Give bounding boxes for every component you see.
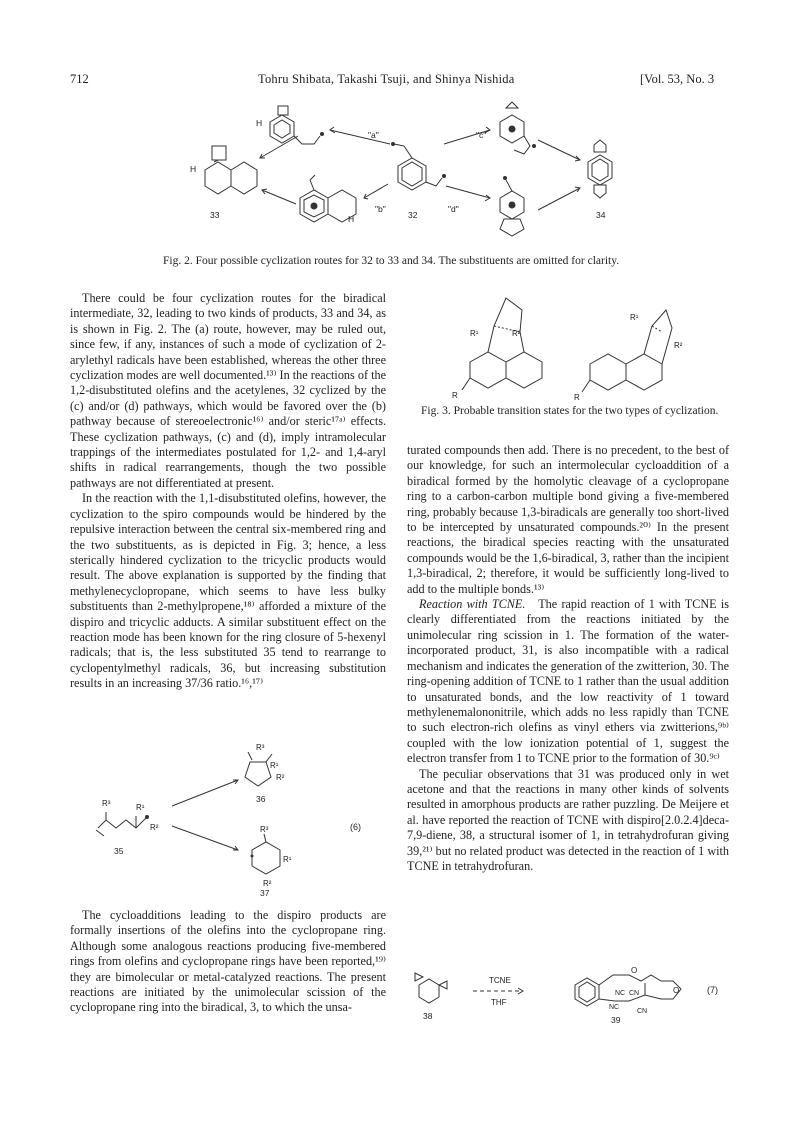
section-heading-tcne: Reaction with TCNE. [419, 597, 526, 612]
figure-2-scheme [150, 100, 650, 230]
compound-36-structure [245, 752, 272, 786]
intermediate-c-structure [500, 102, 536, 154]
compound-35-structure [96, 812, 149, 836]
r3-label-37: R³ [260, 825, 269, 834]
label-32: 32 [408, 210, 418, 220]
label-39: 39 [611, 1015, 621, 1025]
figure-3-caption: Fig. 3. Probable transition states for the two types of cyclization. [421, 405, 719, 417]
paragraph-disubstituted-olefins: In the reaction with the 1,1-disubstituted olefins, however, the cyclization to the spiro compounds would be hindered by the repulsive interaction between the central six-membered ring and the two substituents, as is depicted in Fig. 3; hence, a less sterically hindered cyclization to the tricyclic products would result. The above explanation is supported by the finding that methylenecyclopropane, which seems to have less bulky substituents than 2-methylpropene,¹⁸⁾ afforded a mixture of the dispiro and tricyclic adducts. A similar substituent effect on the reaction mode has been known for the ring closure of 5-hexenyl radicals; that is, the less substituted 35 tend to rearrange to cyclopentylmethyl radicals, 36, but increasing substitution results in an increasing 37/36 ratio.¹⁶,¹⁷⁾ [70, 491, 386, 691]
transition-state-1 [462, 298, 542, 390]
h-label-33: H [190, 164, 197, 174]
paragraph-cycloadditions: The cycloadditions leading to the dispiro products are formally insertions of the olefins into the cyclopropane ring. Although some analogous reactions producing five-membered rings from olefins and cyclopropane rings have been reported,¹⁹⁾ they are bimolecular or metal-catalyzed reactions. The present reactions are initiated by the unimolecular scission of the cyclopropane ring into the biradical, 3, to which the unsa- [70, 908, 386, 1015]
compound-33-structure [205, 146, 257, 194]
paragraph-intermolecular-cycloaddition: turated compounds then add. There is no precedent, to the best of our knowledge, for such an intermolecular cycloaddition of a biradical formed by the homolytic cleavage of a cyclopropane ring to a carbon-carbon multiple bond giving a five-membered ring, probably because 1,3-biradicals are generally too short-lived to be intercepted by unsaturated compounds.²⁰⁾ In the present reactions, the biradical species reacting with the unsaturated compounds would be the 1,6-biradical, 3, rather than the incipient 1,3-biradical, 2; therefore, it would be sufficiently long-lived to add to the multiple bonds.¹³⁾ [407, 443, 729, 596]
intermediate-a-structure [270, 106, 324, 144]
r1-label-36: R¹ [270, 761, 279, 770]
running-authors: Tohru Shibata, Takashi Tsuji, and Shinya Nishida [258, 72, 515, 86]
figure-2-caption: Fig. 2. Four possible cyclization routes for 32 to 33 and 34. The substituents are omitted for clarity. [163, 255, 620, 267]
h-label-a: H [256, 118, 263, 128]
oxygen-label-2: O [673, 986, 680, 995]
oxygen-label-1: O [631, 966, 638, 975]
label-37: 37 [260, 888, 270, 898]
right-column-text [407, 443, 729, 874]
route-a-label: "a" [368, 130, 379, 140]
label-38: 38 [423, 1011, 433, 1021]
r1-label-37: R¹ [283, 855, 292, 864]
compound-39-structure [575, 975, 681, 1006]
label-35: 35 [114, 846, 124, 856]
equation-7-number: (7) [707, 985, 718, 995]
solvent-thf: THF [491, 998, 507, 1007]
transition-state-2 [582, 310, 672, 392]
r3-label-35: R³ [102, 799, 111, 808]
paragraph-cyclization-routes: There could be four cyclization routes for the biradical intermediate, 32, leading to two kinds of products, 33 and 34, as is shown in Fig. 2. The (a) route, however, may be ruled out, since few, if any, instances of such a mode of cyclization of 2-arylethyl radicals have been established, whereas the other three cyclization modes are well documented.¹³⁾ In the reactions of the 1,2-disubstituted olefins and the acetylenes, 32 cyclized by the (c) and/or (d) pathways, which would be favored over the (b) pathway because of stereoelectronic¹⁶⁾ and/or steric¹⁷ᵃ⁾ effects. These cyclization pathways, (c) and (d), imply intramolecular trappings of the intermediates postulated for 1,2- and 1,4-aryl shifts in radical rearrangements, though the two possible pathways are not differentiated at present. [70, 291, 386, 490]
r1-label-ts1: R¹ [470, 329, 479, 338]
h-label-b: H [348, 214, 355, 224]
scheme-7 [415, 955, 735, 1025]
route-c-label: "c" [476, 130, 487, 140]
compound-32-structure [392, 143, 446, 191]
cn-label-2: CN [637, 1008, 648, 1015]
route-b-label: "b" [375, 204, 386, 214]
intermediate-d-structure [500, 177, 524, 237]
figure-3-structures [440, 292, 720, 402]
nc-label-2: NC [609, 1004, 620, 1011]
r2-label-ts1: R² [512, 329, 521, 338]
compound-37-structure [252, 834, 280, 874]
route-d-label: "d" [448, 204, 459, 214]
scheme-6 [80, 740, 380, 900]
r2-label-35: R² [150, 823, 159, 832]
label-36: 36 [256, 794, 266, 804]
r2-label-37: R² [263, 879, 272, 888]
r3-label-36: R³ [256, 743, 265, 752]
r2-label-ts2: R² [674, 341, 683, 350]
r1-label-ts2: R¹ [630, 313, 639, 322]
left-column-top [70, 291, 386, 692]
cn-label-1: CN [629, 990, 640, 997]
r1-label-35: R¹ [136, 803, 145, 812]
page-number: 712 [70, 72, 89, 86]
paragraph-peculiar-observations: The peculiar observations that 31 was produced only in wet acetone and that the reactions in many other kinds of solvents resulted in amorphous products are rather puzzling. De Meijere et al. have reported the reaction of TCNE with dispiro[2.0.2.4]deca-7,9-diene, 38, a structural isomer of 1, in tetrahydrofuran giving 39,²¹⁾ but no related product was detected in the reaction of 1 with TCNE in tetrahydrofuran. [407, 766, 729, 873]
nc-label-1: NC [615, 990, 626, 997]
paragraph-tcne-reaction: The rapid reaction of 1 with TCNE is clearly differentiated from the reactions initiated by the unimolecular ring scission in 1. The formation of the water-incorporated product, 31, is also incompatible with a radical mechanism and indicates the generation of the zwitterion, 30. The ring-opening addition of TCNE to 1 rather than the usual addition to unsaturated bonds, and the low reactivity of 1 toward methylenemalononitrile, which adds no less rapidly than TCNE to such electron-rich olefins as vinyl ethers via zwitterions,⁹ᵇ⁾ coupled with the low ionization potential of 1, suggest the electron transfer from 1 to TCNE prior to the formation of 30.⁹ᶜ⁾ [407, 597, 730, 766]
label-34: 34 [596, 210, 606, 220]
compound-38-structure [415, 973, 447, 1003]
reagent-tcne: TCNE [489, 976, 511, 985]
volume-info: [Vol. 53, No. 3 [640, 72, 715, 86]
left-column-bottom [70, 908, 386, 1016]
r2-label-36: R² [276, 773, 285, 782]
equation-6-number: (6) [350, 822, 361, 832]
r-label-ts2: R [574, 393, 580, 402]
compound-34-structure [588, 140, 612, 198]
r-label-ts1: R [452, 391, 458, 400]
label-33: 33 [210, 210, 220, 220]
